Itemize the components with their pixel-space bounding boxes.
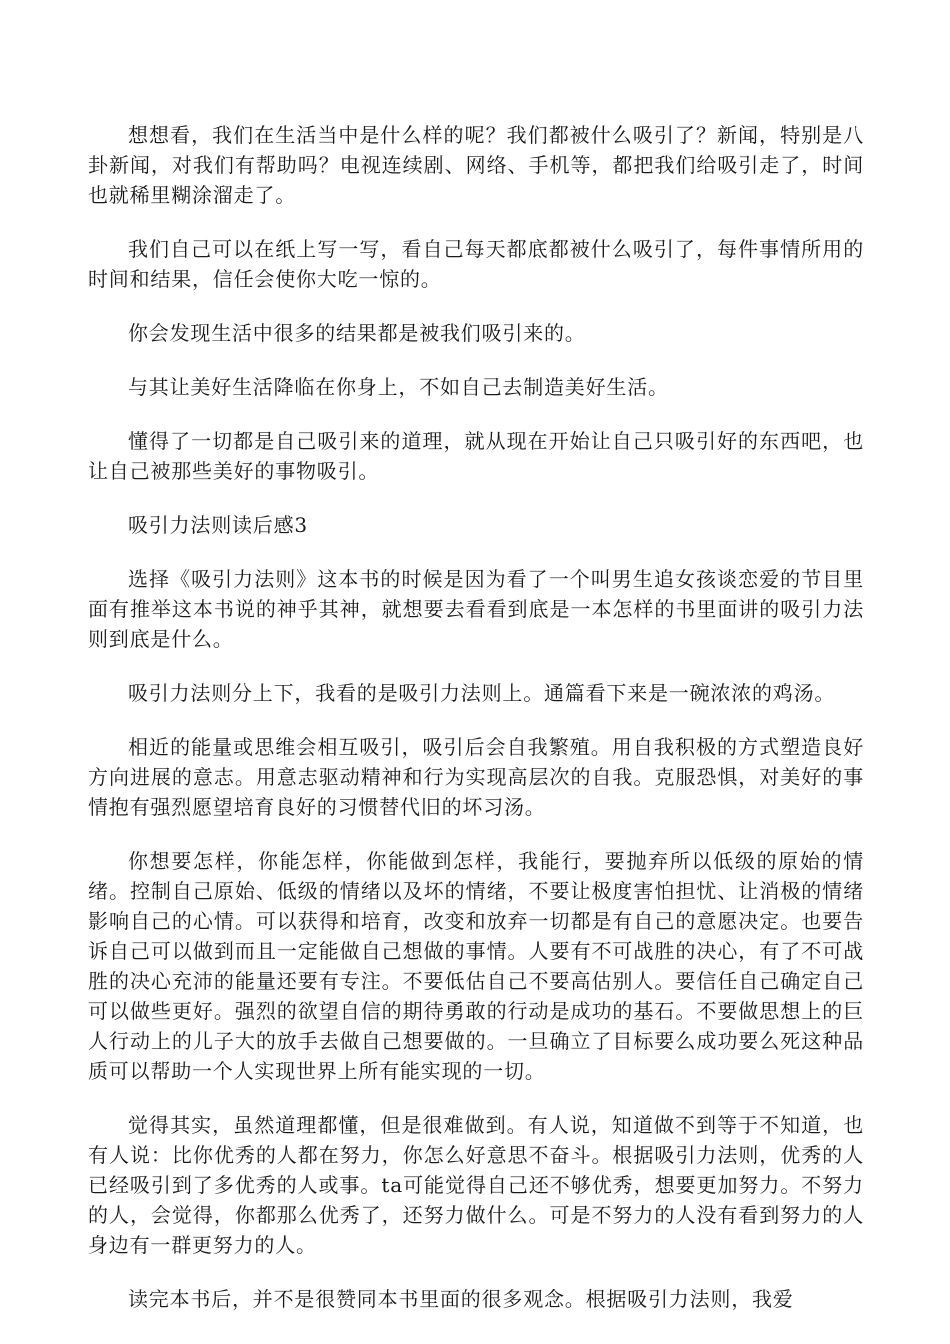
paragraph-10: 你想要怎样，你能怎样，你能做到怎样，我能行，要抛弃所以低级的原始的情绪。控制自己原始、低级的情绪以及坏的情绪，不要让极度害怕担忧、让消极的情绪影响自己的心情。可以获得和培育，改变和放弃一切都是有自己的意愿决定。也要告诉自己可以做到而且一定能做自己想做的事情。人要有不可战胜的决心，有了不可战胜的决心充沛的能量还要有专注。不要低估自己不要高估别人。要信任自己确定自己可以做些更好。强烈的欲望自信的期待勇敢的行动是成功的基石。不要做思想上的巨人行动上的儿子大的放手去做自己想要做的。一旦确立了目标要么成功要么死这种品质可以帮助一个人实现世界上所有能实现的一切。 [88,849,864,1083]
paragraph-12: 读完本书后，并不是很赞同本书里面的很多观念。根据吸引力法则，我爱 [128,1287,794,1311]
paragraph-1: 想想看，我们在生活当中是什么样的呢？我们都被什么吸引了？新闻，特别是八卦新闻，对我们有帮助吗？电视连续剧、网络、手机等，都把我们给吸引走了，时间也就稀里糊涂溜走了。 [88,123,864,207]
paragraph-2: 我们自己可以在纸上写一写，看自己每天都底都被什么吸引了，每件事情所用的时间和结果，信任会使你大吃一惊的。 [88,237,864,291]
section-heading: 吸引力法则读后感3 [128,513,308,537]
paragraph-9: 相近的能量或思维会相互吸引，吸引后会自我繁殖。用自我积极的方式塑造良好方向进展的意志。用意志驱动精神和行为实现高层次的自我。克服恐惧，对美好的事情抱有强烈愿望培育良好的习惯替代旧的坏习汤。 [88,735,864,819]
paragraph-4: 与其让美好生活降临在你身上，不如自己去制造美好生活。 [128,375,669,399]
paragraph-8: 吸引力法则分上下，我看的是吸引力法则上。通篇看下来是一碗浓浓的鸡汤。 [128,681,836,705]
paragraph-11: 觉得其实，虽然道理都懂，但是很难做到。有人说，知道做不到等于不知道，也有人说：比你优秀的人都在努力，你怎么好意思不奋斗。根据吸引力法则，优秀的人已经吸引到了多优秀的人或事。ta可能觉得自己还不够优秀，想要更加努力。不努力的人，会觉得，你都那么优秀了，还努力做什么。可是不努力的人没有看到努力的人身边有一群更努力的人。 [88,1113,864,1257]
paragraph-3: 你会发现生活中很多的结果都是被我们吸引来的。 [128,321,586,345]
paragraph-7: 选择《吸引力法则》这本书的时候是因为看了一个叫男生追女孩谈恋爱的节目里面有推举这本书说的神乎其神，就想要去看看到底是一本怎样的书里面讲的吸引力法则到底是什么。 [88,567,864,651]
document-body [88,120,864,1338]
paragraph-5: 懂得了一切都是自己吸引来的道理，就从现在开始让自己只吸引好的东西吧，也让自己被那些美好的事物吸引。 [88,429,864,483]
